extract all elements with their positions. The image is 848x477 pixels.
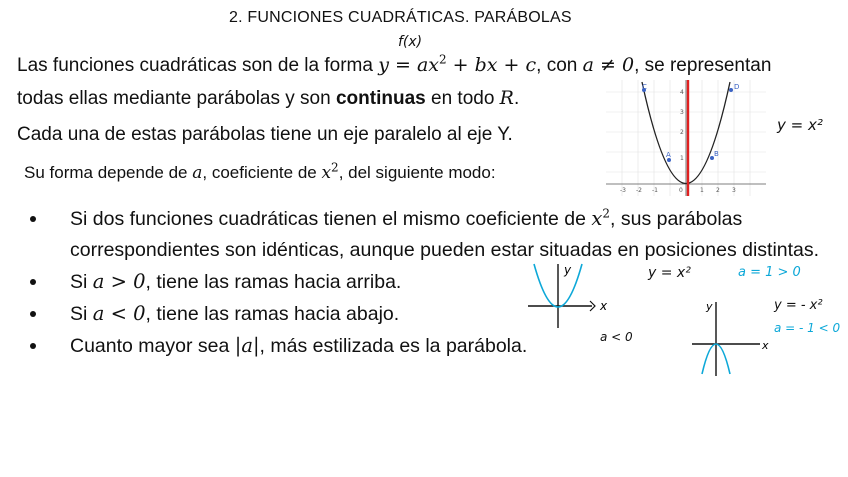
point-d xyxy=(729,88,733,92)
x-tick: -3 xyxy=(620,187,626,194)
math-eq: = xyxy=(388,54,417,76)
y-tick: 2 xyxy=(680,129,684,136)
bullet-text: , más estilizada es la parábola. xyxy=(259,335,528,357)
sketch-label-y: y xyxy=(706,300,713,313)
handwritten-a-eq-neg1: a = - 1 < 0 xyxy=(774,321,841,335)
math-cond: a < 0 xyxy=(92,302,146,325)
page-title: 2. FUNCIONES CUADRÁTICAS. PARÁBOLAS xyxy=(229,9,572,26)
intro-text: en todo xyxy=(425,88,500,109)
x-tick: 1 xyxy=(700,187,704,194)
math-x: x xyxy=(321,163,332,183)
intro-text: , con xyxy=(536,55,583,76)
handwritten-y-eq-x2-b: y = x² xyxy=(648,265,691,281)
math-R: R xyxy=(499,87,514,109)
bullet-text: Cuanto mayor sea xyxy=(70,335,235,357)
handwritten-y-eq-neg-x2: y = - x² xyxy=(774,298,823,313)
intro-text: , se representan xyxy=(634,55,772,76)
math-abs-a: |a| xyxy=(234,334,260,357)
sketch-label-y: y xyxy=(564,263,572,277)
math-ax: ax xyxy=(416,54,439,76)
handwritten-a-lt-0: a < 0 xyxy=(600,330,633,344)
y-tick: 4 xyxy=(680,89,684,96)
label-d: D xyxy=(734,83,740,91)
math-rest: + bx + c xyxy=(446,54,537,76)
handwritten-a-eq-1: a = 1 > 0 xyxy=(738,265,801,280)
x-tick: -1 xyxy=(652,187,658,194)
intro-text: , del siguiente modo: xyxy=(338,163,496,182)
sketch-label-x: x xyxy=(762,339,769,352)
intro-text: , coeficiente de xyxy=(202,163,322,182)
intro-line-3: Cada una de estas parábolas tiene un eje paralelo al eje Y. xyxy=(17,124,513,145)
bullet-dot xyxy=(30,216,36,222)
intro-line-1 xyxy=(17,54,771,77)
bullet-dot xyxy=(30,279,36,285)
x-tick: -2 xyxy=(636,187,642,194)
bullet-item xyxy=(30,203,820,266)
handwritten-fx: f(x) xyxy=(398,34,423,50)
bullet-text: Si xyxy=(70,271,93,293)
sketch-downward-parabola xyxy=(690,294,780,380)
y-tick: 3 xyxy=(680,109,684,116)
bullet-text: Si xyxy=(70,303,93,325)
intro-text: todas ellas mediante parábolas y son xyxy=(17,88,336,109)
bullet-dot xyxy=(30,343,36,349)
bold-word: continuas xyxy=(335,88,426,109)
math-cond: a > 0 xyxy=(92,270,146,293)
y-tick: 1 xyxy=(680,155,684,162)
intro-text: Su forma depende de xyxy=(24,163,193,182)
intro-text: Las funciones cuadráticas son de la forma xyxy=(17,55,379,76)
bullet-text: Si dos funciones cuadráticas tienen el mismo coeficiente de xyxy=(70,208,592,230)
bullet-text: , sus parábolas correspondientes son idénticas, aunque pueden estar situadas en posiciones distintas. xyxy=(70,208,820,261)
bullet-text: , tiene las ramas hacia arriba. xyxy=(145,271,402,293)
bullet-text: , tiene las ramas hacia abajo. xyxy=(145,303,400,325)
handwritten-y-eq-x2: y = x² xyxy=(777,116,823,134)
math-x: x xyxy=(591,207,603,230)
intro-text: . xyxy=(513,88,520,109)
intro-line-2 xyxy=(17,87,519,110)
intro-line-4 xyxy=(24,160,496,183)
math-y: y xyxy=(378,54,389,76)
math-exp: 2 xyxy=(439,52,447,67)
math-cond: a ≠ 0 xyxy=(582,54,635,76)
math-exp: 2 xyxy=(602,206,611,221)
label-b: B xyxy=(714,150,719,158)
x-tick: 0 xyxy=(679,187,683,194)
label-c: C xyxy=(642,83,647,91)
x-tick: 2 xyxy=(716,187,720,194)
bullet-dot xyxy=(30,311,36,317)
label-a: A xyxy=(666,151,671,159)
x-tick: 3 xyxy=(732,187,736,194)
sketch-label-x: x xyxy=(600,299,608,313)
sketch-upward-parabola xyxy=(524,260,624,332)
math-a: a xyxy=(192,163,203,183)
math-exp: 2 xyxy=(331,160,339,175)
parabola-graph xyxy=(606,80,766,196)
